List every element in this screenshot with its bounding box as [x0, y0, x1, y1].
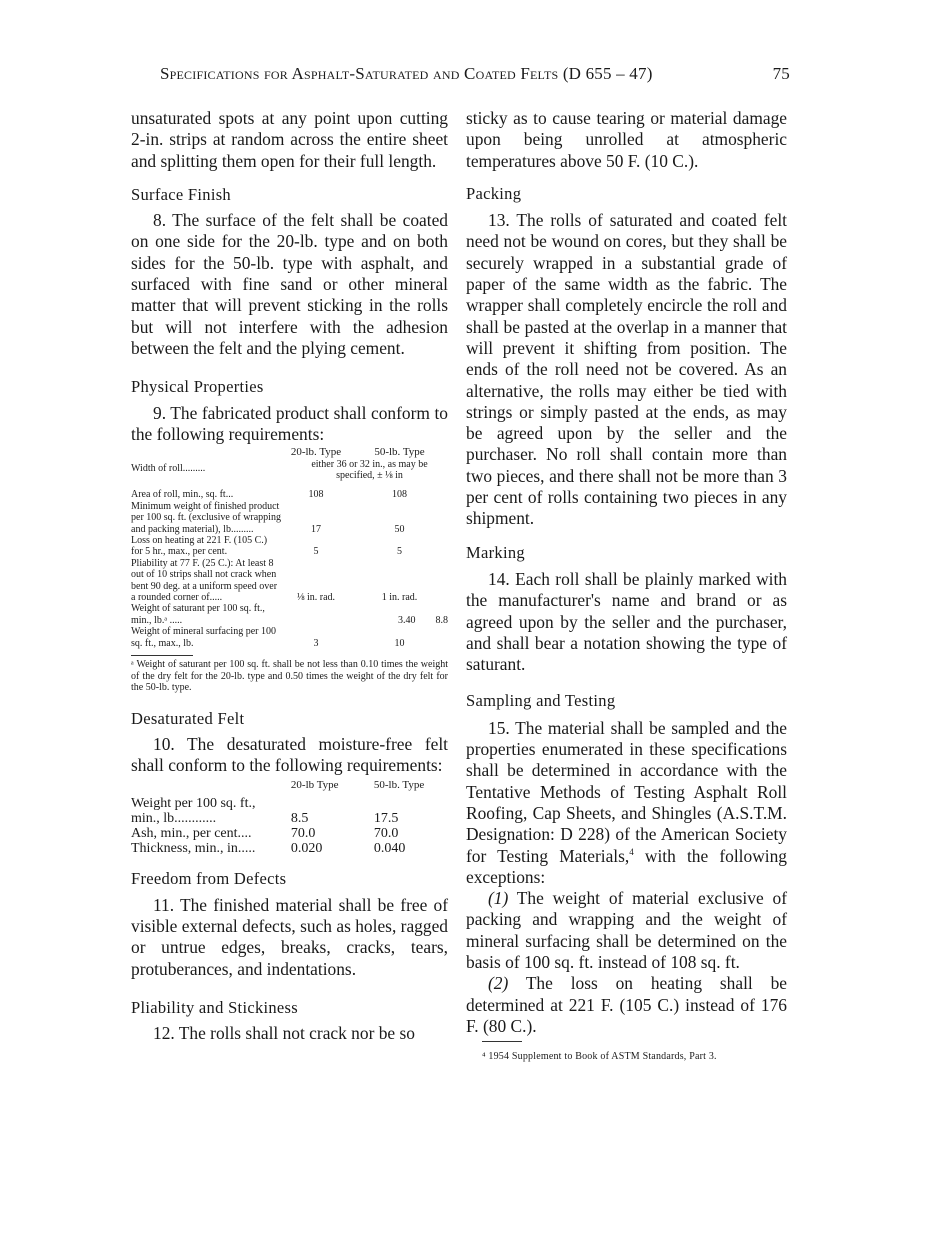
col-header-20lb: 20-lb. Type: [290, 446, 342, 459]
para-continued-left: unsaturated spots at any point upon cutting 2-in. strips at random across the entire sheet and splitting them open for their full length.: [131, 108, 448, 171]
para-15-item-1: (1) The weight of material exclusive of packing and wrapping and the weight of mineral surfacing shall be determined on the basis of 100 sq. ft. instead of 108 sq. ft.: [466, 888, 787, 972]
col-header-50lb: 50-lb. Type: [374, 446, 425, 459]
footnote-a: ᵃ Weight of saturant per 100 sq. ft. shall be not less than 0.10 times the weight of the dry felt for the 20-lb. type and 0.50 times the weight of the dry felt for the 50-lb. type.: [131, 659, 448, 694]
footnote-rule: [482, 1041, 522, 1042]
para-11: 11. The finished material shall be free of visible external defects, such as holes, ragged or untrue edges, breaks, cracks, tears, protuberances, and indentations.: [131, 894, 448, 979]
para-12: 12. The rolls shall not crack nor be so: [153, 1023, 415, 1044]
heading-packing: Packing: [466, 183, 522, 203]
table-row: Weight per 100 sq. ft., min., lb............ 8.5 17.5: [131, 796, 399, 827]
para-10: 10. The desaturated moisture-free felt shall conform to the following requirements:: [131, 733, 448, 776]
para-9: 9. The fabricated product shall conform to the following requirements:: [131, 402, 448, 444]
table-row: Pliability at 77 F. (25 C.): At least 8 out of 10 strips shall not crack when bent 90 deg. at a uniform speed over a rounded corner of..... ⅛ in. rad. 1 in. rad.: [131, 557, 418, 604]
table-row: Weight of mineral surfacing per 100 sq. ft., max., lb. 3 10: [131, 626, 405, 649]
col-header-50lb: 50-lb. Type: [373, 779, 425, 792]
left-column: [131, 108, 448, 1045]
footnote-ref-4: 4: [629, 846, 634, 857]
header-title: Specifications for Asphalt-Saturated and Coated Felts (D 655 – 47): [160, 64, 653, 83]
col-header-20lb: 20-lb Type: [290, 779, 339, 792]
table-row: Width of roll......... either 36 or 32 in., as may be specified, ± ⅛ in: [131, 458, 428, 481]
heading-freedom-from-defects: Freedom from Defects: [131, 869, 287, 889]
heading-surface-finish: Surface Finish: [131, 184, 231, 204]
heading-physical-properties: Physical Properties: [131, 377, 264, 397]
para-8: 8. The surface of the felt shall be coated on one side for the 20-lb. type and on both sides for the 50-lb. type with asphalt, and surfaced with fine sand or other mineral matter that will prevent sticking in the rolls but will not interfere with the adhesion between the felt and the plying cement.: [131, 210, 448, 358]
para-15-item-2: (2) The loss on heating shall be determined at 221 F. (105 C.) instead of 176 F. (80 C.).: [466, 973, 787, 1036]
footnote-rule: [131, 655, 193, 656]
right-column: [466, 108, 787, 1067]
table-row: Weight of saturant per 100 sq. ft., min., lb.ᵃ ..... 3.40 8.8: [131, 603, 448, 626]
table-row: Minimum weight of finished product per 100 sq. ft. (exclusive of wrapping and packing material), lb......... 17 50: [131, 500, 405, 535]
heading-desaturated-felt: Desaturated Felt: [131, 708, 245, 728]
running-header: [160, 64, 790, 84]
table-row: Loss on heating at 221 F. (105 C.) for 5 hr., max., per cent. 5 5: [131, 535, 402, 558]
para-13: 13. The rolls of saturated and coated felt need not be wound on cores, but they shall be securely wrapped in a substantial grade of paper of the same width as the fabric. The wrapper shall completely encircle the roll and shall be pasted at the overlap in a manner that will prevent it shifting from position. The ends of the roll need not be covered. As an alternative, the rolls may either be tied with strings or simply pasted at the ends, as may be agreed upon by the seller and the purchaser. No roll shall contain more than two pieces, and there shall not be more than 3 per cent of rolls containing two pieces in any shipment.: [466, 210, 787, 529]
page-number: 75: [772, 64, 790, 83]
footnote-4: ⁴ 1954 Supplement to Book of ASTM Standards, Part 3.: [482, 1051, 717, 1063]
heading-marking: Marking: [466, 542, 525, 562]
para-15: 15. The material shall be sampled and the properties enumerated in these specifications shall be determined in accordance with the Tentative Methods of Testing Asphalt Roll Roofing, Cap Sheets, and Shingles (A.S.T.M. Designation: D 228) of the American Society for Testing Materials,$^4$ with the following exceptions:: [466, 717, 787, 887]
heading-sampling-testing: Sampling and Testing: [466, 691, 616, 711]
desaturated-table: [131, 778, 448, 856]
table-row: Thickness, min., in..... 0.020 0.040: [131, 841, 406, 857]
table-row: Ash, min., per cent.... 70.0 70.0: [131, 826, 399, 842]
table-row: Area of roll, min., sq. ft... 108 108: [131, 489, 407, 501]
para-continued-right: sticky as to cause tearing or material damage upon being unrolled at atmospheric temperatures above 50 F. (10 C.).: [466, 108, 787, 171]
heading-pliability: Pliability and Stickiness: [131, 997, 298, 1017]
para-14: 14. Each roll shall be plainly marked with the manufacturer's name and brand or as agreed upon by the seller and the purchaser, and shall bear a notation showing the type of saturant.: [466, 568, 787, 675]
physical-properties-table: [131, 447, 448, 649]
